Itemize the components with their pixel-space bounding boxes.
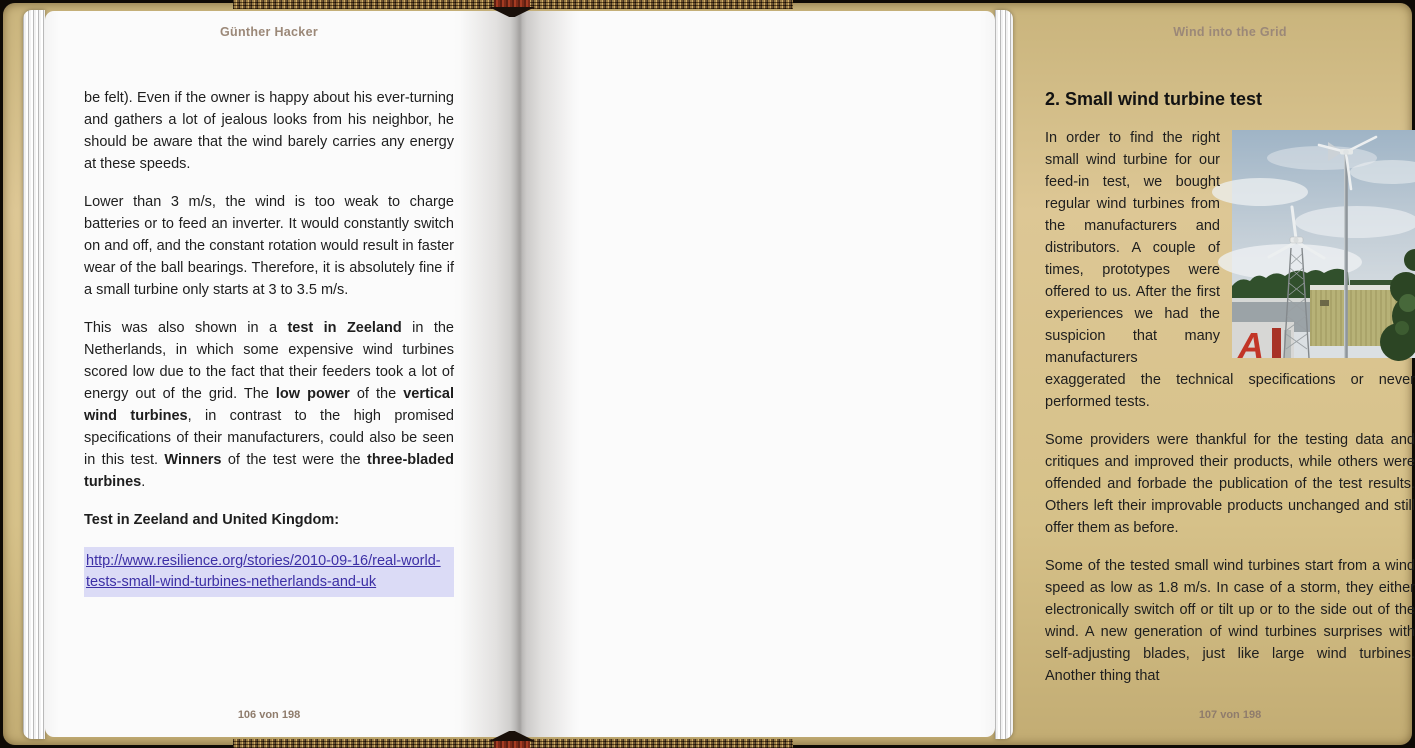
paragraph: Lower than 3 m/s, the wind is too weak to charge batteries or to feed an inverter. It would constantly switch on and off, and the constant rotation would result in faster wear of the ball bearings. Therefore, it is absolutely fine if a small turbine only starts at 3 to 3.5 m/s. xyxy=(84,194,454,298)
section-heading: 2. Small wind turbine test xyxy=(1045,89,1263,109)
paragraph: This was also shown in a test in Zeeland in the Netherlands, in which some expensive wind turbines scored low due to the fact that their feeders took a lot of energy out of the grid. The low power of the vertical wind turbines, in contrast to the high promised specifications of their manufacturers, could also be seen in this test. Winners of the test were the three-bladed turbines. xyxy=(84,320,454,490)
paragraph: be felt). Even if the owner is happy about his ever-turning and gathers a lot of jealous looks from his neighbor, he should be aware that the wind barely carries any energy at these speeds. xyxy=(84,90,454,172)
paragraph: In order to find the right small wind turbine for our feed-in test, we bought regular wind turbines from the manufacturers and distributors. A couple of times, prototypes were offered to us. After the first experiences we had the suspicion that many manufacturers exaggerated the technical specifications or never performed tests. xyxy=(1045,130,1415,410)
page-stack-left[interactable] xyxy=(23,10,45,739)
wind-turbines-photo xyxy=(1232,130,1415,366)
right-page-number: 107 von 198 xyxy=(1198,709,1262,721)
resilience-article-link[interactable]: http://www.resilience.org/stories/2010-09-16/real-world-tests-small-wind-turbines-netherlands-and-uk xyxy=(84,547,454,597)
left-page xyxy=(45,11,520,737)
paragraph: Some providers were thankful for the testing data and critiques and improved their products, while others were offended and forbade the publication of the test results. Others left their improvable products unchanged and still offer them as before. xyxy=(1045,432,1415,536)
page-stack-right[interactable] xyxy=(995,10,1013,739)
left-page-body xyxy=(84,87,454,597)
paragraph: Some of the tested small wind turbines start from a wind speed as low as 1.8 m/s. In case of a storm, they either electronically switch off or tilt up or to the side out of the wind. A new generation of wind turbines surprises with self-adjusting blades, just like large wind turbines. Another thing that xyxy=(1045,558,1415,684)
link-heading: Test in Zeeland and United Kingdom: xyxy=(84,512,340,528)
book-spread xyxy=(45,11,1415,737)
svg-text:A: A xyxy=(1238,325,1264,366)
left-page-number: 106 von 198 xyxy=(237,709,301,721)
right-page-body xyxy=(1045,87,1415,703)
right-running-header: Wind into the Grid xyxy=(1173,25,1287,39)
left-running-header: Günther Hacker xyxy=(220,25,318,39)
right-page xyxy=(520,11,1415,737)
